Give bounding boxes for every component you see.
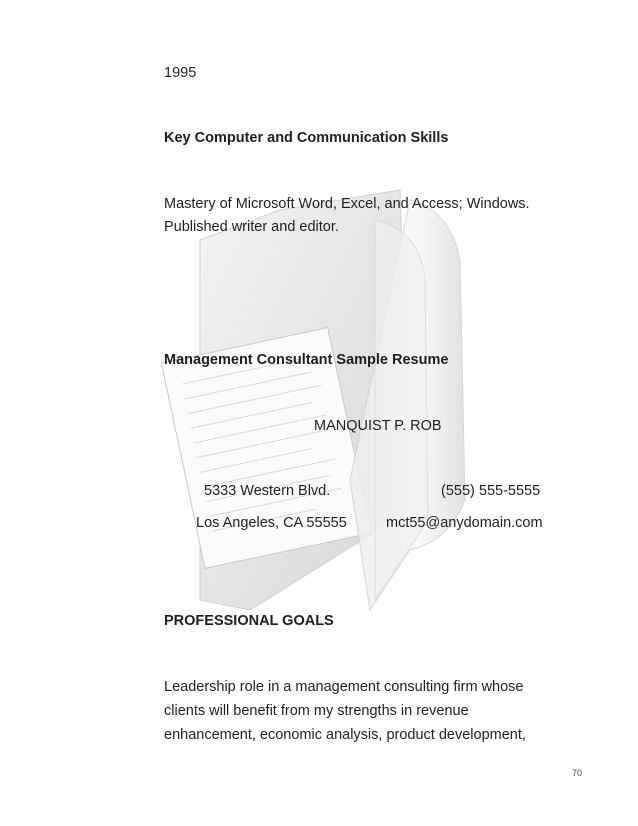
email-text: mct55@anydomain.com	[386, 515, 543, 531]
phone-text: (555) 555-5555	[441, 483, 541, 499]
skills-line: Mastery of Microsoft Word, Excel, and Access; Windows.	[164, 196, 530, 212]
goals-heading: PROFESSIONAL GOALS	[164, 613, 334, 629]
folder-with-papers-icon	[160, 180, 470, 620]
goals-line: clients will benefit from my strengths in revenue	[164, 703, 469, 719]
goals-line: enhancement, economic analysis, product development,	[164, 727, 526, 743]
page-number: 70	[571, 768, 582, 778]
year-text: 1995	[164, 65, 197, 81]
city-text: Los Angeles, CA 55555	[196, 515, 347, 531]
sample-heading: Management Consultant Sample Resume	[164, 352, 449, 368]
candidate-name: MANQUIST P. ROB	[314, 418, 442, 434]
skills-line: Published writer and editor.	[164, 219, 339, 235]
skills-heading: Key Computer and Communication Skills	[164, 130, 449, 146]
address-text: 5333 Western Blvd.	[204, 483, 331, 499]
goals-line: Leadership role in a management consulting firm whose	[164, 679, 524, 695]
